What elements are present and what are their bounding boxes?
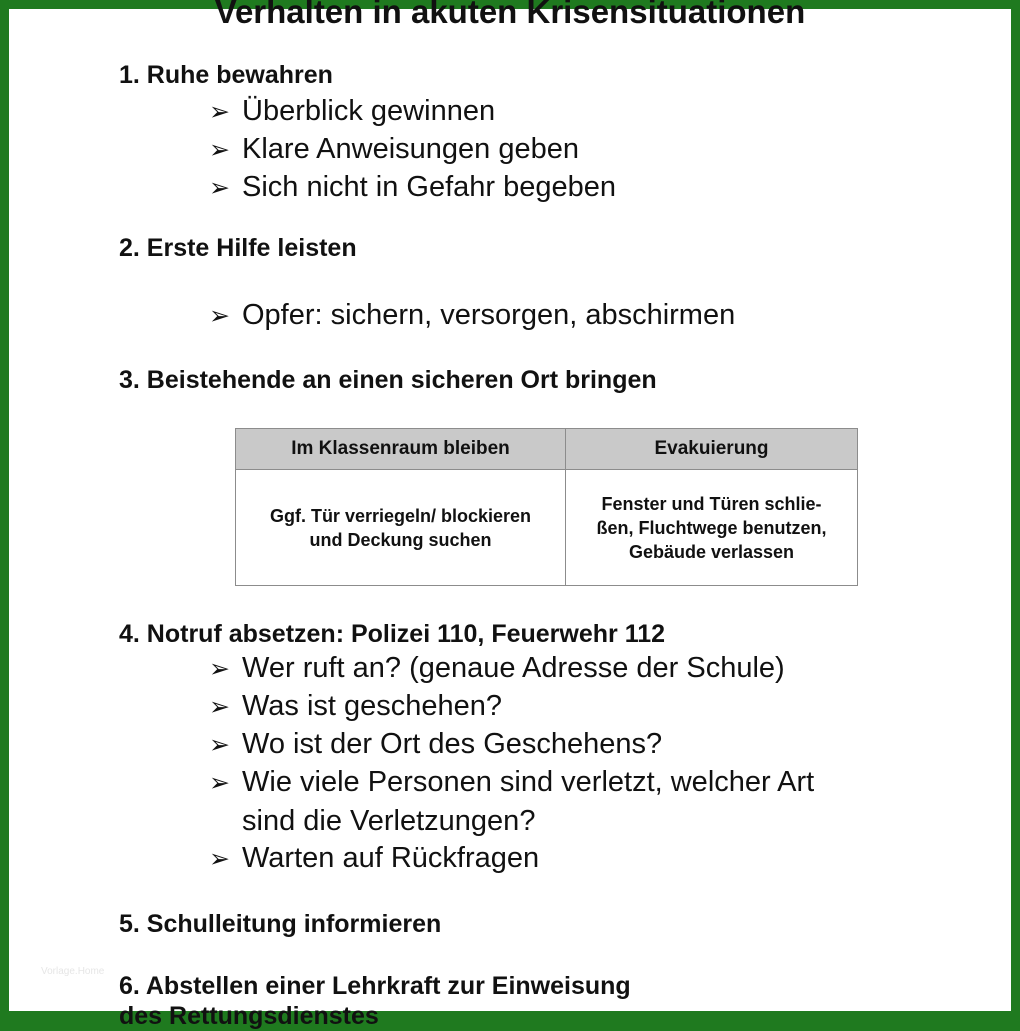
bullet-continuation: sind die Verletzungen? bbox=[242, 805, 536, 837]
table-cell-evacuation: Fenster und Türen schlie- ßen, Fluchtwege benutzen, Gebäude verlassen bbox=[566, 470, 858, 586]
arrow-bullet-icon: ➢ bbox=[209, 655, 230, 683]
bullet-item: ➢ Was ist geschehen? bbox=[209, 690, 503, 722]
section-5-heading: 5. Schulleitung informieren bbox=[119, 910, 442, 938]
table-header-evacuation: Evakuierung bbox=[566, 429, 858, 470]
bullet-item: ➢ Sich nicht in Gefahr begeben bbox=[209, 171, 617, 203]
arrow-bullet-icon: ➢ bbox=[209, 136, 230, 164]
bullet-item: ➢ Wo ist der Ort des Geschehens? bbox=[209, 728, 663, 760]
section-2-heading: 2. Erste Hilfe leisten bbox=[119, 234, 357, 262]
arrow-bullet-icon: ➢ bbox=[209, 769, 230, 797]
table-header-stay: Im Klassenraum bleiben bbox=[236, 429, 566, 470]
arrow-bullet-icon: ➢ bbox=[209, 174, 230, 202]
bullet-item: ➢ Warten auf Rückfragen bbox=[209, 842, 540, 874]
section-4-heading: 4. Notruf absetzen: Polizei 110, Feuerwehr 112 bbox=[119, 620, 666, 648]
bullet-item: ➢ Wer ruft an? (genaue Adresse der Schule) bbox=[209, 652, 785, 684]
page-title: Verhalten in akuten Krisensituationen bbox=[214, 0, 806, 30]
table-cell-stay: Ggf. Tür verriegeln/ blockieren und Deckung suchen bbox=[236, 470, 566, 586]
arrow-bullet-icon: ➢ bbox=[209, 731, 230, 759]
section-6-continuation: des Rettungsdienstes bbox=[119, 1002, 379, 1030]
bullet-item: ➢ Opfer: sichern, versorgen, abschirmen bbox=[209, 299, 736, 331]
watermark: Vorlage.Home bbox=[41, 966, 105, 977]
arrow-bullet-icon: ➢ bbox=[209, 693, 230, 721]
arrow-bullet-icon: ➢ bbox=[209, 302, 230, 330]
section-6-heading: 6. Abstellen einer Lehrkraft zur Einweisung bbox=[119, 972, 631, 1000]
section-1-heading: 1. Ruhe bewahren bbox=[119, 61, 333, 89]
bullet-item: ➢ Wie viele Personen sind verletzt, welcher Art bbox=[209, 766, 815, 798]
section-3-heading: 3. Beistehende an einen sicheren Ort bringen bbox=[119, 366, 657, 394]
bullet-item: ➢ Klare Anweisungen geben bbox=[209, 133, 579, 165]
document-page bbox=[9, 0, 1011, 1030]
arrow-bullet-icon: ➢ bbox=[209, 98, 230, 126]
crisis-options-table bbox=[235, 428, 858, 586]
bullet-item: ➢ Überblick gewinnen bbox=[209, 95, 496, 127]
arrow-bullet-icon: ➢ bbox=[209, 845, 230, 873]
